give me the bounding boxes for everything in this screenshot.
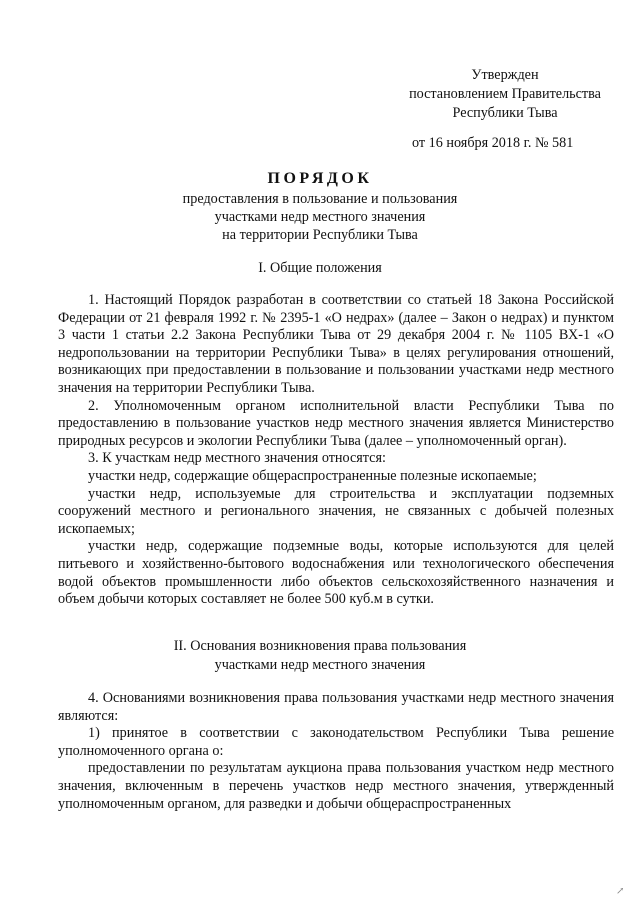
approval-line-1: Утвержден bbox=[471, 67, 539, 83]
paragraph-4-item-1: 1) принятое в соответствии с законодательством Республики Тыва решение уполномоченного органа о: bbox=[58, 725, 614, 759]
paragraph-2: 2. Уполномоченным органом исполнительной власти Республики Тыва по предоставлению в пользование участков недр местного значения является Министерство природных ресурсов и экологии Республики Тыва (далее – уполномоченный орган). bbox=[58, 397, 614, 449]
section-2-heading-line-2: участками недр местного значения bbox=[214, 657, 426, 673]
paragraph-4: 4. Основаниями возникновения права пользования участками недр местного значения являются: bbox=[58, 690, 614, 724]
section-2-heading-line-1: II. Основания возникновения права пользования bbox=[173, 638, 467, 654]
subtitle-line-2: участками недр местного значения bbox=[214, 209, 426, 225]
paragraph-3: 3. К участкам недр местного значения относятся: bbox=[88, 450, 386, 467]
paragraph-1: 1. Настоящий Порядок разработан в соответствии со статьей 18 Закона Российской Федерации от 21 февраля 1992 г. № 2395-1 «О недрах» (далее – Закон о недрах) и пунктом 3 части 1 статьи 2.2 Закона Республики Тыва от 29 декабря 2004 г. № 1105 ВХ-1 «О недропользовании на территории Республики Тыва» в целях регулирования отношений, возникающих при предоставлении в пользование и пользовании участками недр местного значения на территории Республики Тыва. bbox=[58, 292, 614, 396]
subtitle-line-3: на территории Республики Тыва bbox=[222, 227, 418, 243]
document-subtitle bbox=[0, 190, 640, 244]
section-1-body bbox=[58, 292, 614, 609]
approval-block bbox=[400, 66, 610, 123]
section-2-heading bbox=[0, 637, 640, 675]
document-title: ПОРЯДОК bbox=[267, 170, 373, 187]
approval-line-2: постановлением Правительства bbox=[409, 86, 601, 102]
approval-line-3: Республики Тыва bbox=[452, 105, 558, 121]
paragraph-3-item-2: участки недр, используемые для строительства и эксплуатации подземных сооружений местного и регионального значения, не связанных с добычей полезных ископаемых; bbox=[58, 485, 614, 537]
paragraph-4-item-1-text: предоставлении по результатам аукциона права пользования участком недр местного значения, включенным в перечень участков недр местного значения, утвержденный уполномоченным органом, для разведки и добычи общераспространенных bbox=[58, 760, 614, 812]
paragraph-3-item-3: участки недр, содержащие подземные воды, которые используются для целей питьевого и хозяйственно-бытового водоснабжения или технологического обеспечения водой объектов промышленности либо объектов сельскохозяйственного назначения и объем добычи которых составляет не более 500 куб.м в сутки. bbox=[58, 538, 614, 608]
section-2-body bbox=[58, 690, 614, 813]
section-1-heading: I. Общие положения bbox=[258, 260, 382, 276]
paragraph-3-item-1: участки недр, содержащие общераспространенные полезные ископаемые; bbox=[88, 467, 537, 484]
corner-scan-mark: ↗ bbox=[616, 886, 625, 897]
subtitle-line-1: предоставления в пользование и пользования bbox=[182, 191, 458, 207]
approval-date: от 16 ноября 2018 г. № 581 bbox=[412, 135, 574, 151]
